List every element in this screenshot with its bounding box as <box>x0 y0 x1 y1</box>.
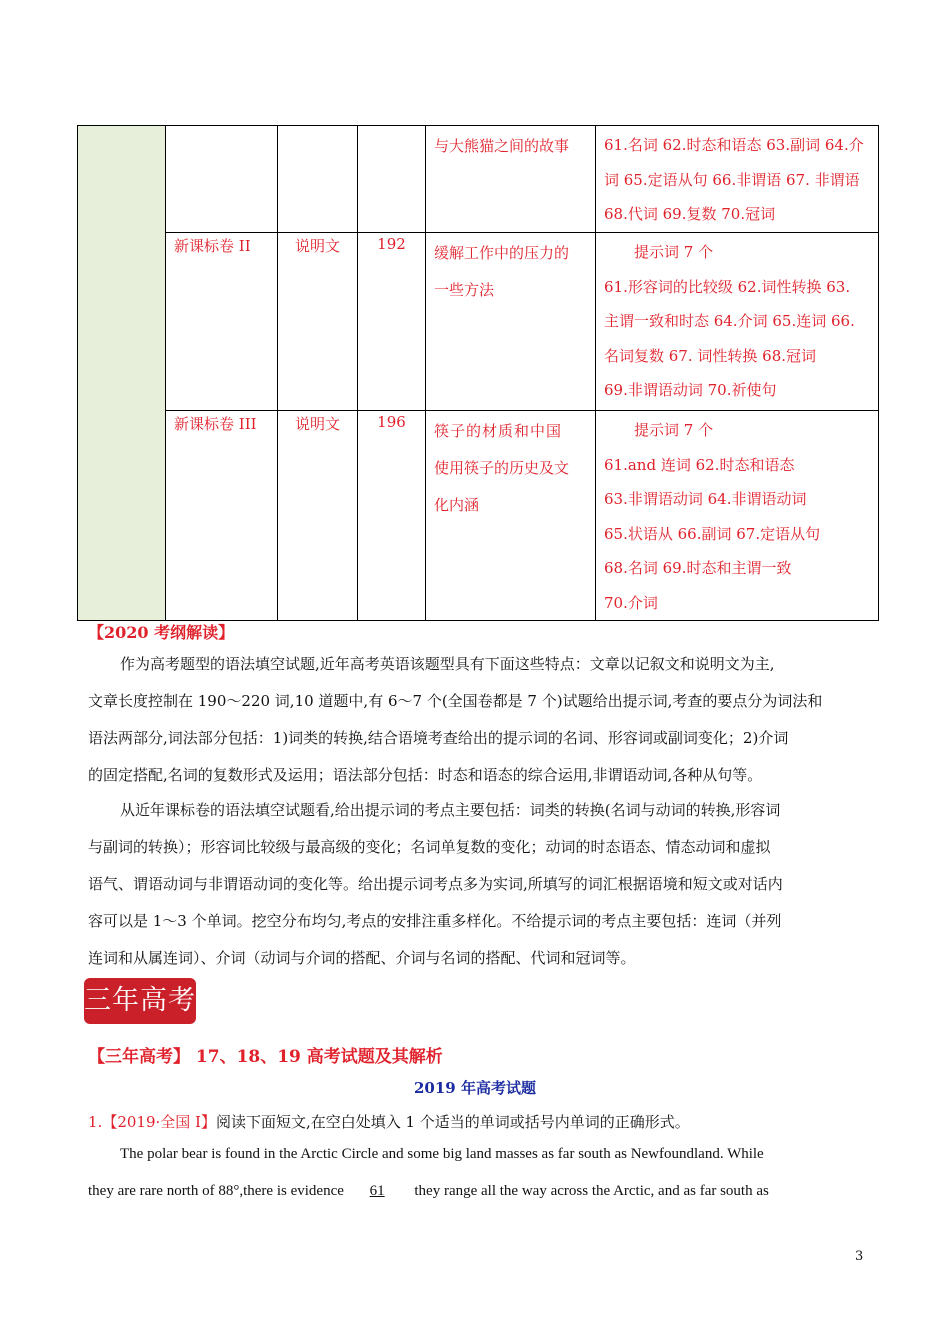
table-row <box>78 411 879 621</box>
question-number: 1. <box>88 1113 103 1131</box>
year-title: 2019 年高考试题 <box>414 1079 536 1097</box>
words-cell <box>358 126 426 233</box>
topic-cell: 缓解工作中的压力的 一些方法 <box>426 233 596 411</box>
words-cell: 196 <box>358 411 426 621</box>
page-number: 3 <box>855 1249 864 1264</box>
genre-cell: 说明文 <box>278 411 358 621</box>
question-instruction: 阅读下面短文,在空白处填入 1 个适当的单词或括号内单词的正确形式。 <box>215 1113 690 1131</box>
question-source: 【2019·全国 I】 <box>102 1113 216 1131</box>
category-cell <box>78 126 166 621</box>
words-cell: 192 <box>358 233 426 411</box>
three-year-banner: 三年高考 <box>84 978 196 1024</box>
table-row <box>78 233 879 411</box>
exam-analysis-table <box>77 125 879 621</box>
points-cell: 提示词 7 个 61.形容词的比较级 62.词性转换 63. 主谓一致和时态 64.介词 65.连词 66. 名词复数 67. 词性转换 68.冠词 69.非谓语动词 70.祈使句 <box>596 233 879 411</box>
question-header <box>88 1111 690 1132</box>
outline-heading: 【2020 考纲解读】 <box>88 623 235 642</box>
table-row <box>78 126 879 233</box>
answer-blank: 61 <box>369 1183 385 1199</box>
paper-cell: 新课标卷 II <box>166 233 278 411</box>
three-year-heading: 【三年高考】 17、18、19 高考试题及其解析 <box>88 1047 443 1067</box>
paper-cell <box>166 126 278 233</box>
outline-paragraph-1: 作为高考题型的语法填空试题,近年高考英语该题型具有下面这些特点：文章以记叙文和说明文为主, 文章长度控制在 190～220 词,10 道题中,有 6～7 个(全国卷都是 7 个)试题给出提示词,考查的要点分为词法和 语法两部分,词法部分包括：1)词类的转换,结合语境考查给出的提示词的名词、形容词或副词变化；2)介词 的固定搭配,名词的复数形式及运用；语法部分包括：时态和语态的综合运用,非谓语动词,各种从句等。 <box>88 655 823 784</box>
paper-cell: 新课标卷 III <box>166 411 278 621</box>
topic-cell: 与大熊猫之间的故事 <box>426 126 596 233</box>
outline-paragraph-2: 从近年课标卷的语法填空试题看,给出提示词的考点主要包括：词类的转换(名词与动词的转换,形容词 与副词的转换）；形容词比较级与最高级的变化；名词单复数的变化；动词的时态语态、情态动词和虚拟 语气、谓语动词与非谓语动词的变化等。给出提示词考点多为实词,所填写的词汇根据语境和短文或对话内 容可以是 1～3 个单词。挖空分布均匀,考点的安排注重多样化。不给提示词的考点主要包括：连词（并列 连词和从属连词）、介词（动词与介词的搭配、介词与名词的搭配、代词和冠词等。 <box>88 801 783 967</box>
genre-cell <box>278 126 358 233</box>
topic-cell: 筷子的材质和中国 使用筷子的历史及文 化内涵 <box>426 411 596 621</box>
points-cell: 61.名词 62.时态和语态 63.副词 64.介 词 65.定语从句 66.非谓语 67. 非谓语 68.代词 69.复数 70.冠词 <box>596 126 879 233</box>
points-cell: 提示词 7 个 61.and 连词 62.时态和语态 63.非谓语动词 64.非谓语动词 65.状语从 66.副词 67.定语从句 68.名词 69.时态和主谓一致 70.介词 <box>596 411 879 621</box>
genre-cell: 说明文 <box>278 233 358 411</box>
passage-text: The polar bear is found in the Arctic Circle and some big land masses as far south as Newfoundland. While they are rare north of 88°,there is evidence 61 they range all the way across the Arctic, and as far south as <box>88 1146 769 1199</box>
